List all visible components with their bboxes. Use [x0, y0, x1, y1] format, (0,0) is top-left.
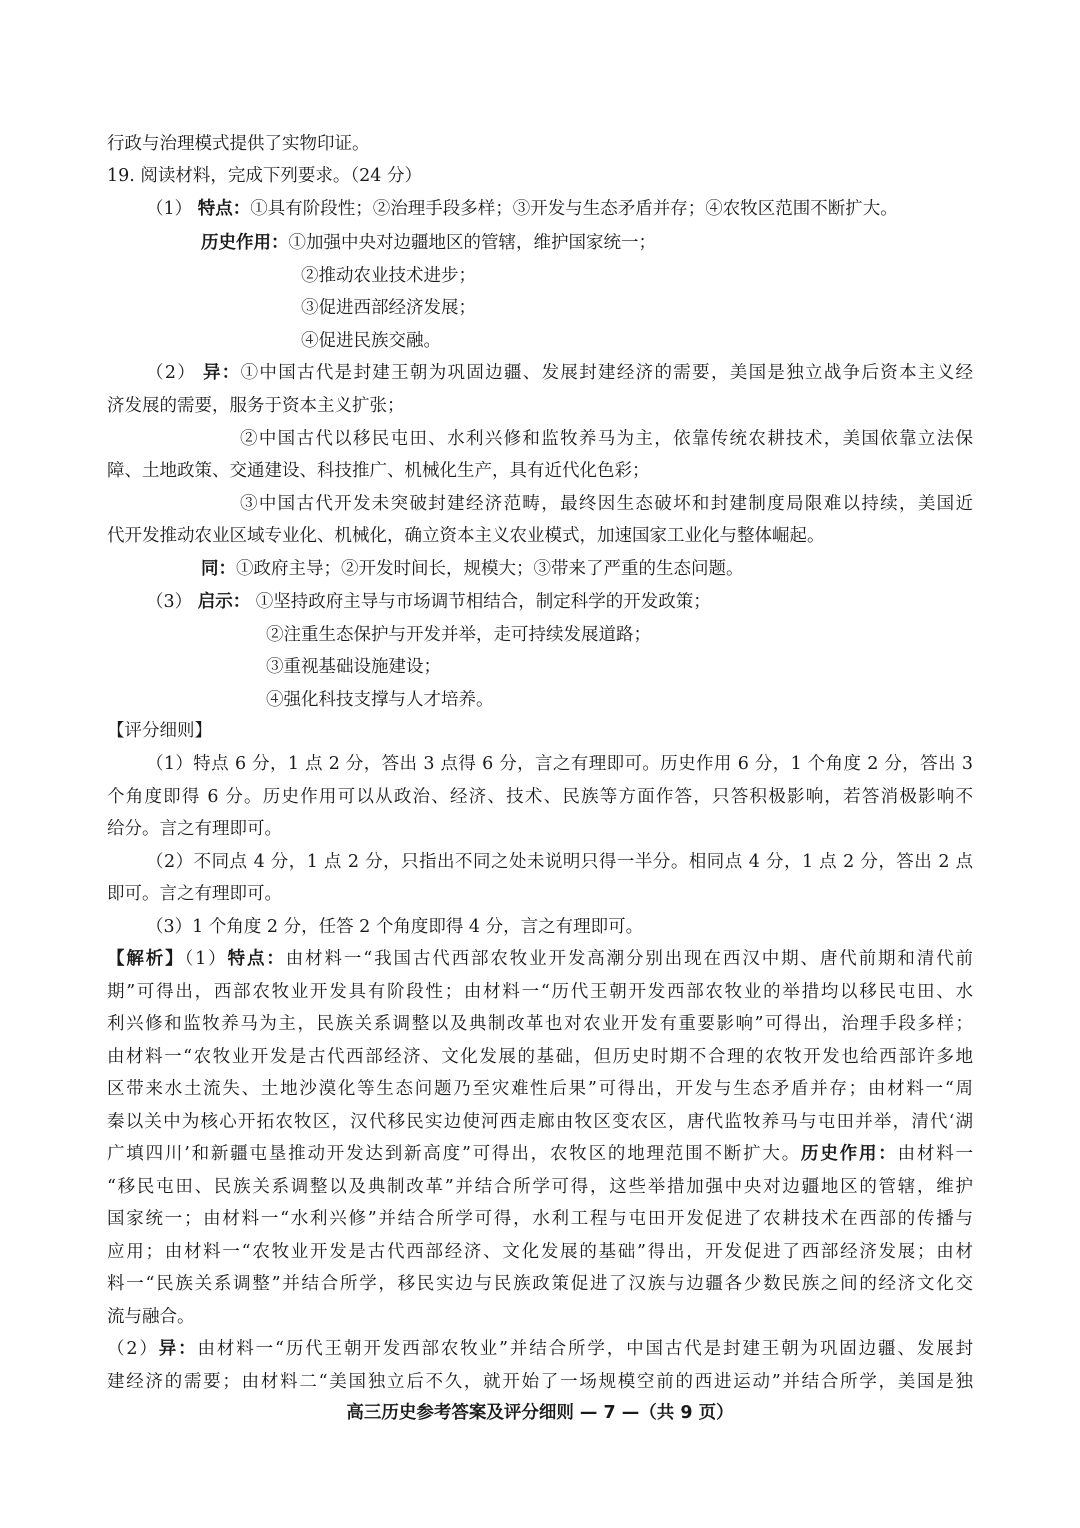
section-heading: 【解析】 [107, 949, 185, 969]
text-line: ④强化科技支撑与人才培养。 [266, 690, 494, 710]
text-line: 障、土地政策、交通建设、科技推广、机械化生产，具有近代化色彩； [107, 461, 650, 481]
text-line: ④促进民族交融。 [301, 331, 441, 351]
text-line: （2） 异：①中国古代是封建王朝为巩固边疆、发展封建经济的需要，美国是独立战争后资本主义经 [146, 363, 974, 383]
label: 特点： [197, 199, 251, 219]
text-line: 即可。言之有理即可。 [107, 884, 282, 904]
text-line: （1）特点 6 分，1 点 2 分，答出 3 点得 6 分，言之有理即可。历史作用 6 分，1 个角度 2 分，答出 3 [146, 754, 973, 774]
label: 异： [158, 1339, 198, 1359]
text-line: （1） 特点：①具有阶段性；②治理手段多样；③开发与生态矛盾并存；④农牧区范围不断扩大。 [146, 199, 898, 219]
text-line: 应用；由材料一“农牧业开发是古代西部经济、文化发展的基础”得出，开发促进了西部经济发展；由材 [107, 1242, 973, 1262]
label: 异： [202, 363, 241, 383]
text-line: 料一“民族关系调整”并结合所学，移民实边与民族政策促进了汉族与边疆各少数民族之间的经济文化交 [107, 1274, 973, 1294]
text-line: （3） 启示： ①坚持政府主导与市场调节相结合，制定科学的开发政策； [146, 592, 711, 612]
text-line: ②注重生态保护与开发并举，走可持续发展道路； [266, 625, 651, 645]
text-line: ②推动农业技术进步； [301, 266, 476, 286]
label: 同： [201, 559, 236, 579]
text-line: 个角度即得 6 分。历史作用可以从政治、经济、技术、民族等方面作答，只答积极影响，若答消极影响不 [107, 787, 973, 807]
text-line: 给分。言之有理即可。 [107, 819, 282, 839]
text-line: （2）异：由材料一“历代王朝开发西部农牧业”并结合所学，中国古代是封建王朝为巩固边疆、发展封 [107, 1339, 974, 1359]
text-line: 代开发推动农业区域专业化、机械化，确立资本主义农业模式，加速国家工业化与整体崛起。 [107, 526, 825, 546]
text-line: （3）1 个角度 2 分，任答 2 个角度即得 4 分，言之有理即可。 [146, 917, 644, 937]
text-line: 行政与治理模式提供了实物印证。 [107, 134, 370, 154]
text-line: 建经济的需要；由材料二“美国独立后不久，就开始了一场规模空前的西进运动”并结合所学，美国是独 [107, 1372, 973, 1392]
section-heading: 【评分细则】 [107, 721, 212, 741]
text-line: 历史作用：①加强中央对边疆地区的管辖，维护国家统一； [201, 233, 656, 253]
label: 历史作用： [201, 233, 289, 253]
text-line: ③重视基础设施建设； [266, 657, 441, 677]
text-line: 流与融合。 [107, 1307, 195, 1327]
label: 历史作用： [801, 1144, 898, 1164]
text-line: ③中国古代开发未突破封建经济范畴，最终因生态破坏和封建制度局限难以持续，美国近 [240, 494, 973, 514]
text-line: 广填四川’和新疆屯垦推动开发达到新高度”可得出，农牧区的地理范围不断扩大。历史作用：由材料一 [107, 1144, 974, 1164]
text-line: “移民屯田、民族关系调整以及典制改革”并结合所学可得，这些举措加强中央对边疆地区的管辖，维护 [107, 1177, 973, 1197]
page-footer: 高三历史参考答案及评分细则 — 7 —（共 9 页） [346, 1403, 734, 1423]
text-line: 秦以关中为核心开拓农牧区，汉代移民实边使河西走廊由牧区变农区，唐代监牧养马与屯田并举，清代‘湖 [107, 1112, 973, 1132]
text-line: 区带来水土流失、土地沙漠化等生态问题乃至灾难性后果”可得出，开发与生态矛盾并存；由材料一“周 [107, 1079, 973, 1099]
text-line: 国家统一；由材料一“水利兴修”并结合所学可得，水利工程与屯田开发促进了农耕技术在西部的传播与 [107, 1209, 973, 1229]
text-line: 济发展的需要，服务于资本主义扩张； [107, 396, 405, 416]
label: 特点： [227, 949, 286, 969]
label: 启示： [197, 592, 251, 612]
text-line: 利兴修和监牧养马为主，民族关系调整以及典制改革也对农业开发有重要影响”可得出，治理手段多样； [107, 1014, 973, 1034]
text-line: ②中国古代以移民屯田、水利兴修和监牧养马为主，依靠传统农耕技术，美国依靠立法保 [240, 429, 973, 449]
question-heading: 19. 阅读材料，完成下列要求。（24 分） [107, 166, 422, 186]
text-line: 同：①政府主导；②开发时间长，规模大；③带来了严重的生态问题。 [201, 559, 744, 579]
text-line: 【解析】（1）特点：由材料一“我国古代西部农牧业开发高潮分别出现在西汉中期、唐代前期和清代前 [107, 949, 974, 969]
text-line: ③促进西部经济发展； [301, 298, 476, 318]
text-line: 由材料一“农牧业开发是古代西部经济、文化发展的基础，但历史时期不合理的农牧开发也给西部许多地 [107, 1047, 973, 1067]
text-line: （2）不同点 4 分，1 点 2 分，只指出不同之处未说明只得一半分。相同点 4 分，1 点 2 分，答出 2 点 [146, 852, 973, 872]
text-line: 期”可得出，西部农牧业开发具有阶段性；由材料一“历代王朝开发西部农牧业的举措均以移民屯田、水 [107, 982, 973, 1002]
